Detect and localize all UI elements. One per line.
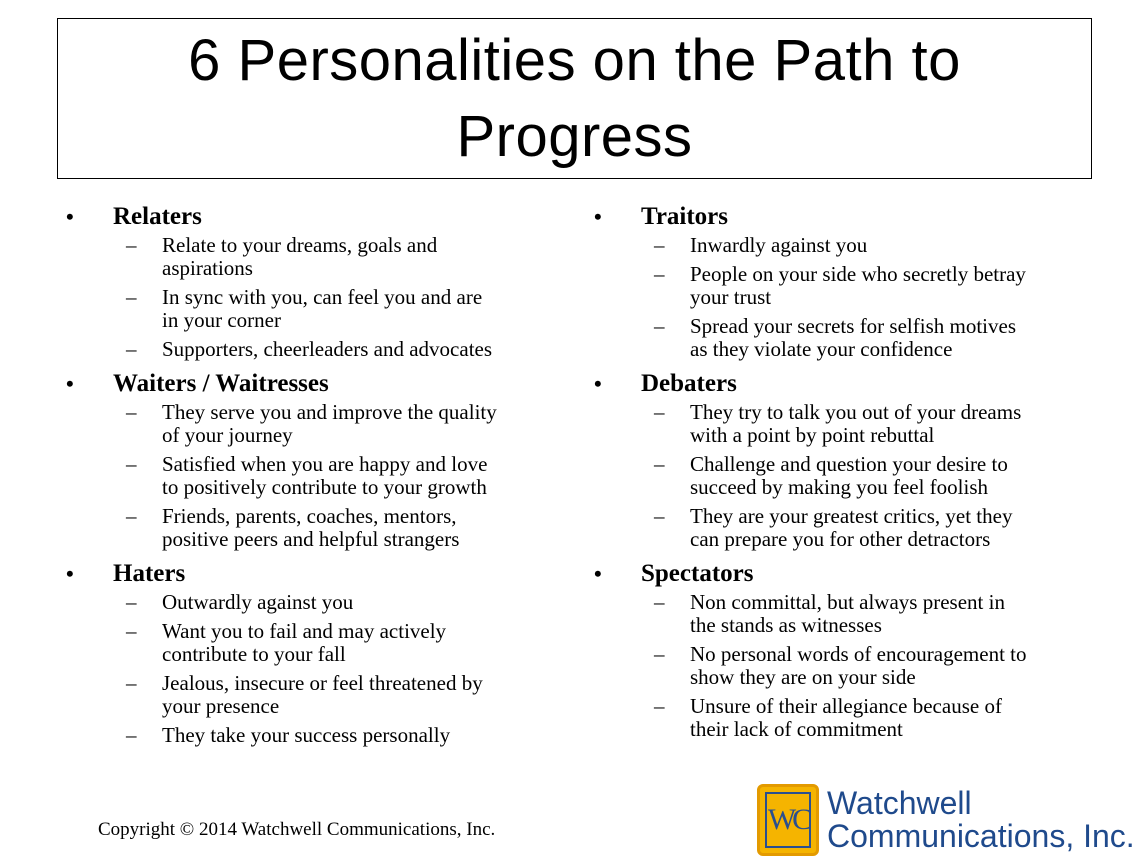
list-item-text: Supporters, cheerleaders and advocates [162,337,493,361]
sub-item-list [594,591,1114,741]
bullet-icon: • [594,371,602,396]
dash-icon: – [126,590,137,614]
bullet-icon: • [66,204,74,229]
dash-icon: – [126,504,137,528]
section-heading [66,200,586,234]
logo-text [827,787,1135,853]
copyright-text: Copyright © 2014 Watchwell Communications, Inc. [98,819,496,840]
list-item-text: No personal words of encouragement to show they are on your side [690,642,1027,689]
list-item-text: Unsure of their allegiance because of their lack of commitment [690,694,1002,741]
company-logo [757,781,1135,859]
dash-icon: – [654,452,665,476]
section-heading [594,200,1114,234]
list-item-text: People on your side who secretly betray your trust [690,262,1026,309]
dash-icon: – [654,590,665,614]
section-relaters [66,200,586,361]
section-heading-label: Waiters / Waitresses [113,370,329,397]
title-box [57,18,1092,179]
list-item [66,620,586,666]
list-item-text: Non committal, but always present in the stands as witnesses [690,590,1005,637]
list-item-text: Jealous, insecure or feel threatened by your presence [162,671,483,718]
list-item-text: Outwardly against you [162,590,354,614]
logo-line-1: Watchwell [827,785,972,821]
bullet-icon: • [594,204,602,229]
dash-icon: – [126,400,137,424]
bullet-icon: • [66,371,74,396]
section-heading-label: Haters [113,560,186,587]
section-waiters-waitresses [66,367,586,551]
list-item [66,401,586,447]
list-item-text: In sync with you, can feel you and are in your corner [162,285,483,332]
list-item [594,315,1114,361]
list-item [66,453,586,499]
dash-icon: – [126,233,137,257]
dash-icon: – [654,262,665,286]
right-column [594,200,1114,747]
list-item [594,401,1114,447]
section-heading [66,367,586,401]
section-haters [66,557,586,747]
list-item-text: They are your greatest critics, yet they can prepare you for other detractors [690,504,1013,551]
section-heading-label: Relaters [113,203,202,230]
list-item [594,695,1114,741]
page-title: 6 Personalities on the Path to Progress [188,27,961,169]
list-item-text: Relate to your dreams, goals and aspirations [162,233,438,280]
section-heading [594,367,1114,401]
sub-item-list [66,591,586,747]
dash-icon: – [126,337,137,361]
list-item [594,453,1114,499]
section-heading [66,557,586,591]
dash-icon: – [654,694,665,718]
list-item [594,643,1114,689]
dash-icon: – [654,642,665,666]
section-heading-label: Spectators [641,560,754,587]
sub-item-list [594,234,1114,361]
list-item [594,234,1114,257]
logo-monogram: WC [765,792,811,848]
list-item-text: Satisfied when you are happy and love to positively contribute to your growth [162,452,488,499]
list-item-text: Want you to fail and may actively contribute to your fall [162,619,447,666]
logo-mark-icon [757,784,819,856]
logo-line-2: Communications, Inc. [827,818,1135,854]
list-item [66,505,586,551]
dash-icon: – [126,723,137,747]
list-item-text: Spread your secrets for selfish motives as they violate your confidence [690,314,1017,361]
sub-item-list [66,234,586,361]
section-traitors [594,200,1114,361]
section-heading [594,557,1114,591]
list-item [66,672,586,718]
dash-icon: – [126,285,137,309]
dash-icon: – [126,619,137,643]
section-heading-label: Debaters [641,370,737,397]
list-item [66,591,586,614]
list-item [594,263,1114,309]
sub-item-list [594,401,1114,551]
list-item-text: Challenge and question your desire to succeed by making you feel foolish [690,452,1008,499]
section-heading-label: Traitors [641,203,729,230]
list-item [66,234,586,280]
list-item-text: They serve you and improve the quality of your journey [162,400,497,447]
dash-icon: – [654,314,665,338]
list-item [66,338,586,361]
bullet-icon: • [66,561,74,586]
list-item-text: Inwardly against you [690,233,868,257]
dash-icon: – [654,233,665,257]
sub-item-list [66,401,586,551]
list-item-text: They try to talk you out of your dreams with a point by point rebuttal [690,400,1022,447]
dash-icon: – [126,671,137,695]
dash-icon: – [654,504,665,528]
list-item [66,286,586,332]
list-item-text: Friends, parents, coaches, mentors, positive peers and helpful strangers [162,504,460,551]
list-item-text: They take your success personally [162,723,451,747]
list-item [594,591,1114,637]
section-debaters [594,367,1114,551]
bullet-icon: • [594,561,602,586]
section-spectators [594,557,1114,741]
list-item [66,724,586,747]
left-column [66,200,586,753]
list-item [594,505,1114,551]
dash-icon: – [654,400,665,424]
dash-icon: – [126,452,137,476]
